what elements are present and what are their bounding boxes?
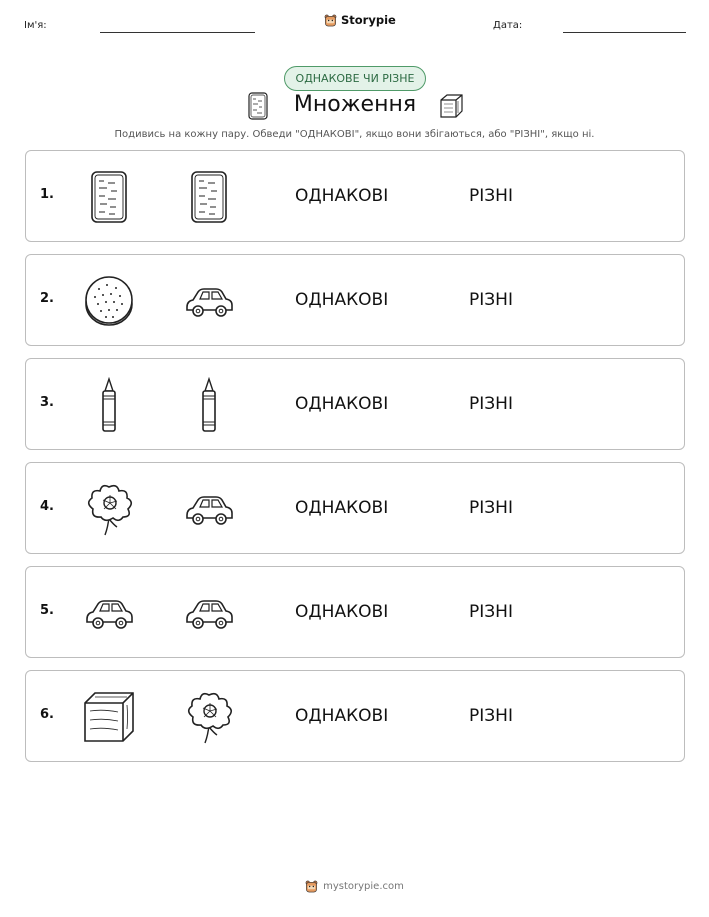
question-row [25,462,685,554]
option-different[interactable]: РІЗНІ [469,394,513,414]
question-number: 6. [40,707,54,722]
question-number: 3. [40,395,54,410]
option-different[interactable]: РІЗНІ [469,290,513,310]
brand-name: Storypie [341,13,396,27]
question-row [25,254,685,346]
wooden-block-icon [81,689,137,745]
question-number: 5. [40,603,54,618]
footer [0,880,709,893]
car-icon [181,481,237,537]
page-title: Множення [293,92,417,117]
title-cracker-icon [247,92,269,124]
option-different[interactable]: РІЗНІ [469,186,513,206]
crayon-icon [181,377,237,433]
question-row [25,358,685,450]
question-row [25,150,685,242]
name-label: Ім'я: [24,20,47,31]
question-row [25,670,685,762]
date-field[interactable] [563,32,686,33]
flower-icon [81,481,137,537]
option-different[interactable]: РІЗНІ [469,602,513,622]
crayon-icon [81,377,137,433]
option-same[interactable]: ОДНАКОВІ [295,186,389,206]
option-same[interactable]: ОДНАКОВІ [295,602,389,622]
cookie-icon [81,273,137,329]
footer-url: mystorypie.com [323,881,404,892]
instructions: Подивись на кожну пару. Обведи "ОДНАКОВІ", якщо вони збігаються, або "РІЗНІ", якщо ні. [114,129,595,140]
cracker-icon [81,169,137,225]
car-icon [181,273,237,329]
option-same[interactable]: ОДНАКОВІ [295,394,389,414]
option-different[interactable]: РІЗНІ [469,498,513,518]
option-same[interactable]: ОДНАКОВІ [295,498,389,518]
brand-logo [324,13,396,27]
worksheet-type-badge: ОДНАКОВЕ ЧИ РІЗНЕ [284,66,426,91]
option-same[interactable]: ОДНАКОВІ [295,290,389,310]
storypie-bear-icon [324,14,337,27]
question-number: 4. [40,499,54,514]
question-number: 2. [40,291,54,306]
name-field[interactable] [100,32,255,33]
title-block-icon [438,92,464,124]
date-label: Дата: [493,20,523,31]
cracker-icon [181,169,237,225]
question-number: 1. [40,187,54,202]
question-row [25,566,685,658]
car-icon [181,585,237,641]
option-different[interactable]: РІЗНІ [469,706,513,726]
storypie-bear-icon [305,880,318,893]
car-icon [81,585,137,641]
option-same[interactable]: ОДНАКОВІ [295,706,389,726]
flower-icon [181,689,237,745]
